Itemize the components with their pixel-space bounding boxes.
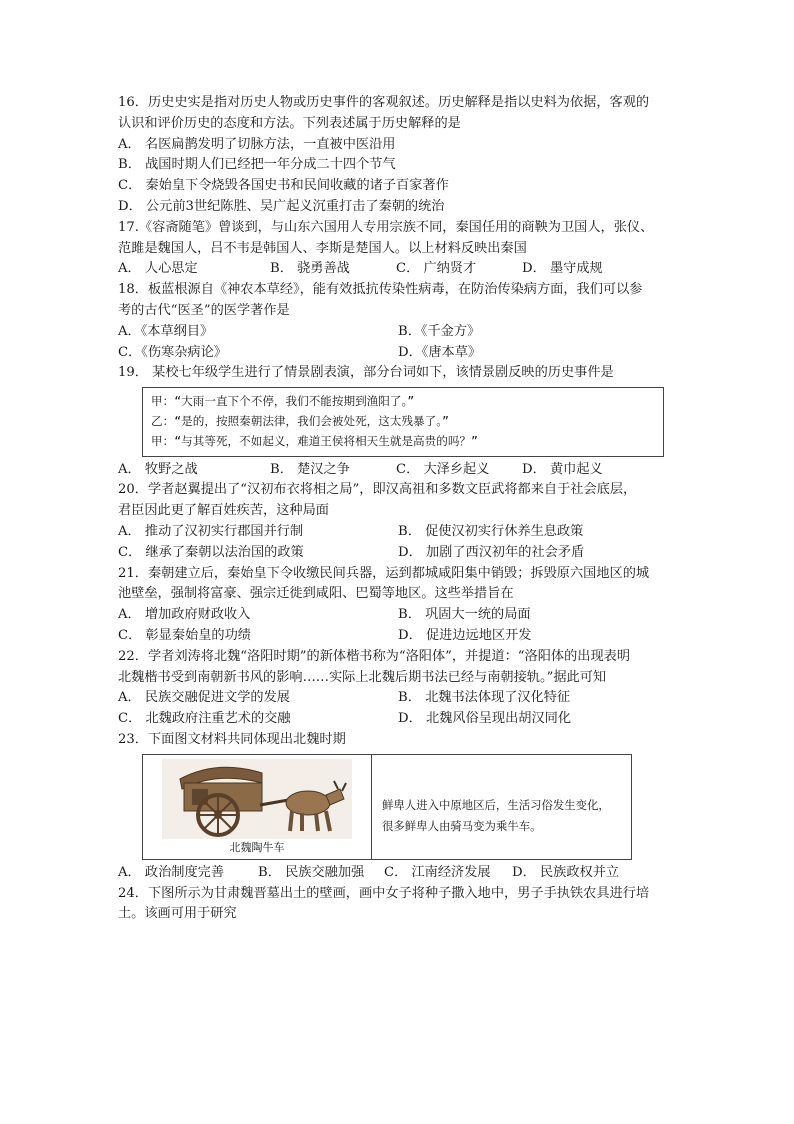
question-17-stem-2: 范雎是魏国人，吕不韦是韩国人、李斯是楚国人。以上材料反映出秦国 — [118, 240, 527, 256]
question-16 — [118, 93, 678, 218]
question-22-option-d: D． 北魏风俗呈现出胡汉同化 — [398, 711, 572, 727]
question-21-option-c: C． 彰显秦始皇的功绩 — [118, 627, 251, 643]
question-20-options-row-2 — [118, 543, 678, 564]
question-18-option-c: C．《伤寒杂病论》 — [118, 344, 227, 360]
dialog-line-2: 乙：“是的，按照秦朝法律，我们会被处死，这太残暴了。” — [151, 413, 450, 428]
question-23-option-c: C． 江南经济发展 — [384, 864, 491, 880]
question-17 — [118, 218, 678, 280]
question-22-options-row-2 — [118, 709, 678, 730]
question-16-stem-1: 16．历史史实是指对历史人物或历史事件的客观叙述。历史解释是指以史料为依据，客观的 — [118, 95, 650, 110]
question-17-option-c: C． 广纳贤才 — [396, 261, 477, 277]
question-20-stem-2: 君臣因此更了解百姓疾苦，这种局面 — [118, 503, 329, 519]
question-21-stem-1: 21．秦朝建立后，秦始皇下令收缴民间兵器，运到都城咸阳集中销毁；拆毁原六国地区的城 — [118, 565, 650, 581]
question-23-option-b: B． 民族交融加强 — [258, 864, 365, 880]
question-17-option-a: A． 人心思定 — [118, 261, 198, 277]
question-22 — [118, 647, 678, 730]
question-18-options-row-2 — [118, 343, 678, 364]
dialog-line-3: 甲：“与其等死，不如起义，难道王侯将相天生就是高贵的吗？” — [151, 433, 478, 448]
question-22-stem-1: 22．学者刘涛将北魏“洛阳时期”的新体楷书称为“洛阳体”，并提道：“洛阳体的出现表明 — [118, 648, 631, 664]
material-text-line-2: 很多鲜卑人由骑马变为乘牛车。 — [382, 818, 542, 833]
question-23-options — [118, 863, 678, 884]
question-21-options-row-1 — [118, 605, 678, 626]
question-18-options-row-1 — [118, 322, 678, 343]
question-22-option-c: C． 北魏政府注重艺术的交融 — [118, 711, 291, 727]
question-19-option-a: A． 牧野之战 — [118, 461, 198, 477]
question-20 — [118, 480, 678, 563]
question-17-option-d: D． 墨守成规 — [522, 261, 603, 277]
question-16-stem-2: 认识和评价历史的态度和方法。下列表述属于历史解释的是 — [118, 115, 461, 131]
question-19-option-b: B． 楚汉之争 — [270, 461, 350, 477]
ox-cart-caption: 北魏陶牛车 — [229, 840, 285, 854]
question-19-option-c: C． 大泽乡起义 — [396, 461, 490, 477]
question-21 — [118, 564, 678, 647]
question-18-stem-2: 考的古代“医圣”的医学著作是 — [118, 302, 290, 318]
ox-cart-figure-cell — [143, 755, 372, 859]
question-19-stem: 19． 某校七年级学生进行了情景剧表演，部分台词如下，该情景剧反映的历史事件是 — [118, 365, 614, 381]
question-18-option-b: B．《千金方》 — [398, 323, 481, 339]
question-20-stem-1: 20．学者赵翼提出了“汉初布衣将相之局”，即汉高祖和多数文臣武将都来自于社会底层， — [118, 482, 637, 498]
question-22-option-a: A． 民族交融促进文学的发展 — [118, 690, 290, 706]
question-17-stem-1: 17.《容斋随笔》曾谈到，与山东六国用人专用宗族不同，秦国任用的商鞅为卫国人，张仪、 — [118, 219, 654, 235]
question-24 — [118, 884, 678, 926]
question-21-options-row-2 — [118, 626, 678, 647]
ox-cart-image — [162, 759, 352, 839]
question-18-option-a: A．《本草纲目》 — [118, 323, 214, 339]
question-17-option-b: B． 骁勇善战 — [270, 261, 350, 277]
question-21-option-a: A． 增加政府财政收入 — [118, 607, 251, 623]
question-18-stem-1: 18．板蓝根源自《神农本草经》，能有效抵抗传染性病毒，在防治传染病方面，我们可以参 — [118, 282, 643, 298]
question-column — [118, 93, 678, 925]
question-20-option-a: A． 推动了汉初实行郡国并行制 — [118, 523, 304, 539]
question-19-options — [118, 460, 678, 481]
question-21-option-d: D． 促进边远地区开发 — [398, 627, 532, 643]
question-21-stem-2: 池壁垒，强制将富豪、强宗迁徙到咸阳、巴蜀等地区。这些举措旨在 — [118, 586, 514, 602]
question-16-option-a: A． 名医扁鹊发明了切脉方法，一直被中医沿用 — [118, 136, 396, 152]
question-23-option-a: A． 政治制度完善 — [118, 864, 225, 880]
question-17-options — [118, 259, 678, 280]
question-20-option-b: B． 促使汉初实行休养生息政策 — [398, 523, 584, 539]
question-20-option-d: D． 加剧了西汉初年的社会矛盾 — [398, 544, 585, 560]
question-20-options-row-1 — [118, 522, 678, 543]
question-18-option-d: D．《唐本草》 — [398, 344, 482, 360]
question-24-stem-2: 土。该画可用于研究 — [118, 906, 237, 922]
question-23-stem: 23．下面图文材料共同体现出北魏时期 — [118, 731, 346, 747]
question-16-option-c: C． 秦始皇下令烧毁各国史书和民间收藏的诸子百家著作 — [118, 178, 449, 194]
question-22-options-row-1 — [118, 688, 678, 709]
question-23-material-box — [142, 754, 632, 860]
question-23 — [118, 730, 678, 884]
question-22-option-b: B． 北魏书法体现了汉化特征 — [398, 690, 571, 706]
question-22-stem-2: 北魏楷书受到南朝新书风的影响……实际上北魏后期书法已经与南朝接轨。”据此可知 — [118, 669, 607, 685]
question-16-option-b: B． 战国时期人们已经把一年分成二十四个节气 — [118, 157, 396, 173]
question-16-option-d: D． 公元前3世纪陈胜、吴广起义沉重打击了秦朝的统治 — [118, 198, 445, 214]
question-20-option-c: C． 继承了秦朝以法治国的政策 — [118, 544, 304, 560]
question-24-stem-1: 24．下图所示为甘肃魏晋墓出土的壁画，画中女子将种子撒入地中，男子手执铁农具进行培 — [118, 885, 650, 901]
question-23-text-material — [372, 755, 631, 859]
question-19 — [118, 363, 678, 480]
question-21-option-b: B． 巩固大一统的局面 — [398, 607, 531, 623]
material-text-line-1: 鲜卑人进入中原地区后，生活习俗发生变化， — [382, 797, 610, 812]
question-23-option-d: D． 民族政权并立 — [512, 864, 620, 880]
question-18 — [118, 280, 678, 363]
question-19-dialog-box — [142, 387, 664, 456]
exam-page — [0, 93, 794, 925]
question-19-option-d: D． 黄巾起义 — [522, 461, 603, 477]
dialog-line-1: 甲：“大雨一直下个不停，我们不能按期到渔阳了。” — [151, 394, 415, 409]
